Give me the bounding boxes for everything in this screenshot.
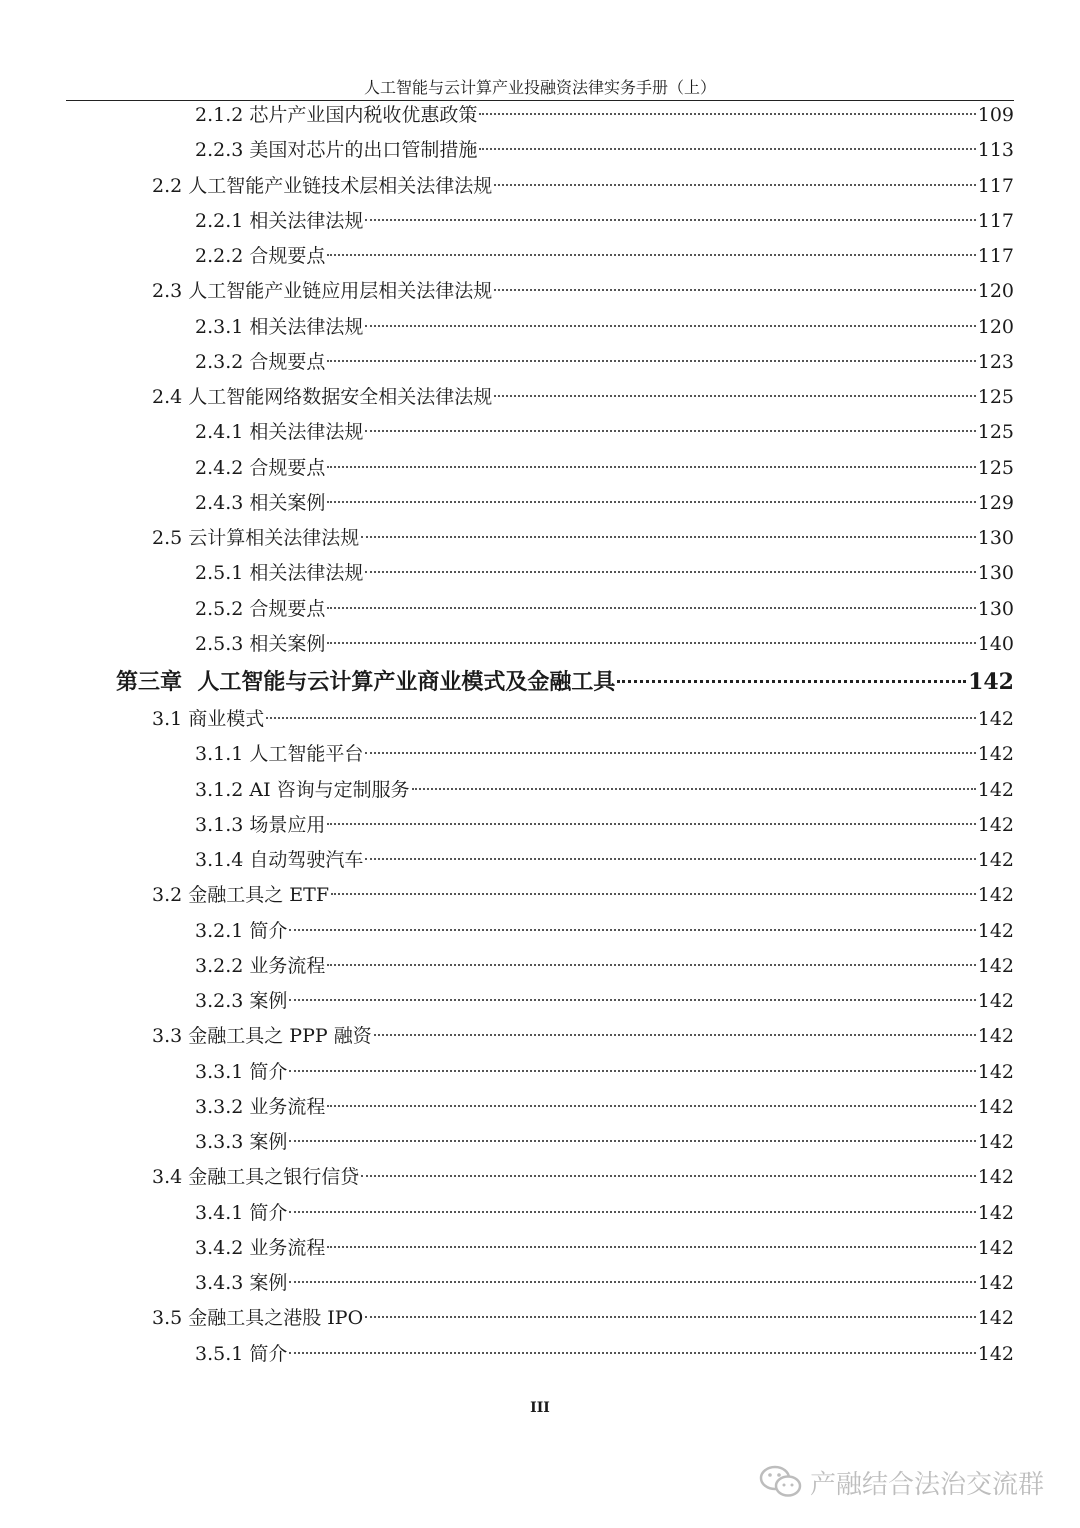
toc-entry-title: 案例	[249, 1272, 288, 1294]
toc-entry-title: 人工智能与云计算产业商业模式及金融工具	[197, 669, 616, 695]
toc-leader-dots	[617, 679, 966, 683]
toc-entry-page: 142	[977, 1166, 1014, 1189]
toc-entry-number: 3.3.2	[195, 1095, 250, 1118]
toc-leader-dots	[289, 1139, 975, 1142]
toc-entry-number: 2.3	[152, 280, 189, 303]
toc-entry-number: 3.4.3	[195, 1272, 250, 1294]
toc-entry-number: 3.3	[152, 1025, 189, 1048]
toc-entry-page: 117	[977, 245, 1014, 267]
toc-entry-number: 2.3.1	[195, 315, 250, 338]
toc-entry-page: 125	[977, 456, 1014, 479]
toc-entry-number: 2.4.3	[195, 491, 250, 514]
toc-entry-page: 113	[977, 139, 1014, 162]
toc-entry-number: 2.5.1	[195, 562, 250, 585]
toc-entry-title: 云计算相关法律法规	[188, 527, 360, 549]
toc-entry-title: 业务流程	[249, 1095, 326, 1118]
toc-subsection-entry[interactable]	[195, 415, 1014, 450]
toc-entry-page: 142	[977, 1236, 1014, 1259]
toc-leader-dots	[327, 963, 975, 966]
toc-leader-dots	[327, 500, 975, 503]
toc-section-entry[interactable]	[152, 878, 1014, 913]
toc-entry-page: 125	[977, 421, 1014, 444]
toc-section-entry[interactable]	[152, 1019, 1014, 1054]
toc-entry-page: 142	[977, 1342, 1014, 1365]
toc-entry-title: 商业模式	[188, 708, 265, 730]
toc-entry-page: 142	[977, 884, 1014, 907]
toc-leader-dots	[365, 218, 975, 221]
toc-entry-number: 2.4.2	[195, 456, 250, 479]
wechat-icon	[758, 1462, 804, 1502]
toc-subsection-entry[interactable]	[195, 239, 1014, 274]
toc-entry-number: 3.1.2	[195, 778, 250, 801]
toc-leader-dots	[331, 892, 976, 895]
toc-leader-dots	[289, 998, 975, 1001]
toc-leader-dots	[327, 606, 975, 609]
toc-subsection-entry[interactable]	[195, 914, 1014, 949]
toc-entry-title: 合规要点	[249, 350, 326, 373]
toc-entry-number: 3.5	[152, 1307, 189, 1330]
toc-subsection-entry[interactable]	[195, 451, 1014, 486]
toc-entry-number: 2.5.3	[195, 632, 250, 655]
toc-subsection-entry[interactable]	[195, 98, 1014, 133]
toc-entry-title: 人工智能平台	[249, 743, 364, 766]
toc-entry-number: 3.2.1	[195, 919, 250, 942]
toc-entry-page: 142	[977, 1025, 1014, 1048]
toc-leader-dots	[361, 535, 975, 538]
toc-section-entry[interactable]	[152, 521, 1014, 556]
toc-entry-page: 142	[968, 669, 1014, 695]
toc-entry-number: 2.1.2	[195, 104, 250, 126]
toc-leader-dots	[479, 147, 975, 150]
toc-entry-number: 2.4	[152, 386, 189, 408]
toc-entry-title: 人工智能产业链应用层相关法律法规	[188, 280, 493, 303]
toc-section-entry[interactable]	[152, 169, 1014, 204]
toc-entry-number: 3.1.4	[195, 849, 250, 871]
toc-entry-title: 美国对芯片的出口管制措施	[249, 139, 478, 162]
toc-entry-number: 2.5.2	[195, 597, 250, 620]
toc-leader-dots	[365, 429, 975, 432]
toc-entry-page: 142	[977, 1131, 1014, 1153]
toc-leader-dots	[327, 1245, 975, 1248]
toc-leader-dots	[327, 822, 975, 825]
toc-subsection-entry[interactable]	[195, 345, 1014, 380]
toc-entry-title: 业务流程	[249, 1236, 326, 1259]
toc-entry-title: 合规要点	[249, 456, 326, 479]
toc-subsection-entry[interactable]	[195, 949, 1014, 984]
toc-subsection-entry[interactable]	[195, 310, 1014, 345]
toc-entry-number: 3.5.1	[195, 1342, 250, 1365]
toc-entry-number: 3.4	[152, 1166, 189, 1189]
toc-subsection-entry[interactable]	[195, 1196, 1014, 1231]
toc-entry-title: AI 咨询与定制服务	[249, 778, 410, 801]
toc-subsection-entry[interactable]	[195, 592, 1014, 627]
toc-leader-dots	[327, 465, 975, 468]
toc-entry-title: 金融工具之港股 IPO	[188, 1307, 364, 1330]
toc-entry-number: 2.4.1	[195, 421, 250, 444]
toc-entry-title: 相关案例	[249, 491, 326, 514]
toc-entry-page: 130	[977, 527, 1014, 549]
toc-entry-page: 123	[977, 350, 1014, 373]
toc-entry-page: 109	[977, 104, 1014, 126]
toc-subsection-entry[interactable]	[195, 1231, 1014, 1266]
toc-leader-dots	[289, 1069, 975, 1072]
toc-entry-page: 140	[977, 632, 1014, 655]
toc-entry-page: 117	[977, 209, 1014, 232]
toc-entry-number: 第三章	[116, 669, 198, 695]
toc-entry-title: 场景应用	[249, 813, 326, 836]
toc-subsection-entry[interactable]	[195, 556, 1014, 591]
toc-entry-number: 3.4.2	[195, 1236, 250, 1259]
toc-entry-number: 3.4.1	[195, 1201, 250, 1224]
toc-entry-page: 142	[977, 1201, 1014, 1224]
toc-entry-page: 142	[977, 990, 1014, 1012]
toc-entry-title: 合规要点	[249, 597, 326, 620]
toc-entry-title: 芯片产业国内税收优惠政策	[249, 104, 478, 126]
watermark	[758, 1460, 1044, 1504]
toc-entry-number: 3.2.2	[195, 954, 250, 977]
toc-section-entry[interactable]	[152, 702, 1014, 737]
toc-leader-dots	[412, 787, 976, 790]
toc-subsection-entry[interactable]	[195, 133, 1014, 168]
toc-subsection-entry[interactable]	[195, 1337, 1014, 1372]
toc-entry-page: 142	[977, 919, 1014, 942]
toc-entry-page: 142	[977, 778, 1014, 801]
toc-section-entry[interactable]	[152, 1301, 1014, 1336]
toc-leader-dots	[289, 1280, 975, 1283]
toc-subsection-entry[interactable]	[195, 808, 1014, 843]
toc-subsection-entry[interactable]	[195, 1090, 1014, 1125]
toc-entry-title: 简介	[249, 1201, 288, 1224]
toc-leader-dots	[494, 288, 975, 291]
toc-entry-page: 142	[977, 708, 1014, 730]
header-title: 人工智能与云计算产业投融资法律实务手册（上）	[363, 78, 716, 97]
toc-entry-number: 2.2.1	[195, 209, 250, 232]
toc-leader-dots	[494, 183, 975, 186]
toc-entry-page: 142	[977, 1272, 1014, 1294]
toc-leader-dots	[289, 1210, 975, 1213]
toc-leader-dots	[327, 641, 975, 644]
toc-entry-page: 129	[977, 491, 1014, 514]
toc-entry-title: 金融工具之 ETF	[188, 884, 330, 907]
toc-entry-title: 简介	[249, 1060, 288, 1083]
toc-leader-dots	[266, 716, 975, 719]
toc-leader-dots	[327, 253, 975, 256]
toc-entry-number: 3.2.3	[195, 990, 250, 1012]
toc-entry-page: 142	[977, 849, 1014, 871]
toc-entry-title: 业务流程	[249, 954, 326, 977]
toc-entry-title: 人工智能网络数据安全相关法律法规	[188, 386, 493, 408]
toc-entry-title: 简介	[249, 919, 288, 942]
toc-entry-number: 3.1.3	[195, 813, 250, 836]
toc-subsection-entry[interactable]	[195, 843, 1014, 878]
toc-leader-dots	[374, 1033, 976, 1036]
toc-entry-page: 142	[977, 1060, 1014, 1083]
toc-entry-number: 2.2	[152, 174, 189, 197]
toc-leader-dots	[494, 394, 975, 397]
toc-leader-dots	[361, 1174, 975, 1177]
toc-entry-number: 2.3.2	[195, 350, 250, 373]
toc-entry-page: 142	[977, 1307, 1014, 1330]
toc-leader-dots	[327, 359, 975, 362]
toc-entry-number: 3.1.1	[195, 743, 250, 766]
toc-entry-number: 2.2.2	[195, 245, 250, 267]
toc-subsection-entry[interactable]	[195, 627, 1014, 662]
toc-leader-dots	[479, 112, 975, 115]
toc-entry-page: 130	[977, 562, 1014, 585]
toc-leader-dots	[365, 857, 975, 860]
toc-entry-number: 2.5	[152, 527, 189, 549]
toc-subsection-entry[interactable]	[195, 1266, 1014, 1301]
toc-entry-title: 相关法律法规	[249, 315, 364, 338]
page-number: III	[530, 1400, 550, 1416]
toc-entry-number: 3.2	[152, 884, 189, 907]
toc-entry-page: 120	[977, 280, 1014, 303]
toc-subsection-entry[interactable]	[195, 1125, 1014, 1160]
toc-entry-title: 相关法律法规	[249, 562, 364, 585]
toc-entry-number: 3.1	[152, 708, 189, 730]
toc-leader-dots	[289, 1351, 975, 1354]
toc-leader-dots	[365, 324, 975, 327]
toc-entry-title: 案例	[249, 1131, 288, 1153]
toc-section-entry[interactable]	[152, 1160, 1014, 1195]
watermark-text: 产融结合法治交流群	[810, 1469, 1045, 1500]
toc-entry-title: 案例	[249, 990, 288, 1012]
toc-entry-page: 142	[977, 813, 1014, 836]
toc-leader-dots	[365, 1315, 976, 1318]
toc-subsection-entry[interactable]	[195, 737, 1014, 772]
toc-entry-page: 142	[977, 743, 1014, 766]
toc-entry-page: 120	[977, 315, 1014, 338]
toc-subsection-entry[interactable]	[195, 1055, 1014, 1090]
toc-subsection-entry[interactable]	[195, 773, 1014, 808]
toc-leader-dots	[289, 928, 975, 931]
toc-entry-title: 自动驾驶汽车	[249, 849, 364, 871]
toc-leader-dots	[327, 1104, 975, 1107]
toc-entry-title: 人工智能产业链技术层相关法律法规	[188, 174, 493, 197]
toc-entry-page: 125	[977, 386, 1014, 408]
toc-entry-title: 相关法律法规	[249, 421, 364, 444]
toc-entry-page: 142	[977, 954, 1014, 977]
toc-entry-title: 金融工具之银行信贷	[188, 1166, 360, 1189]
toc-entry-page: 117	[977, 174, 1014, 197]
toc-entry-number: 2.2.3	[195, 139, 250, 162]
toc-entry-title: 合规要点	[249, 245, 326, 267]
toc-chapter-entry[interactable]	[116, 662, 1014, 702]
toc-entry-title: 相关法律法规	[249, 209, 364, 232]
toc-leader-dots	[365, 751, 975, 754]
toc-entry-title: 相关案例	[249, 632, 326, 655]
toc-entry-page: 130	[977, 597, 1014, 620]
toc-section-entry[interactable]	[152, 274, 1014, 309]
toc-section-entry[interactable]	[152, 380, 1014, 415]
toc-subsection-entry[interactable]	[195, 984, 1014, 1019]
toc-leader-dots	[365, 570, 975, 573]
toc-entry-number: 3.3.3	[195, 1131, 250, 1153]
toc-entry-title: 简介	[249, 1342, 288, 1365]
toc-subsection-entry[interactable]	[195, 204, 1014, 239]
toc-subsection-entry[interactable]	[195, 486, 1014, 521]
toc-entry-number: 3.3.1	[195, 1060, 250, 1083]
toc-entry-page: 142	[977, 1095, 1014, 1118]
toc-entry-title: 金融工具之 PPP 融资	[188, 1025, 372, 1048]
